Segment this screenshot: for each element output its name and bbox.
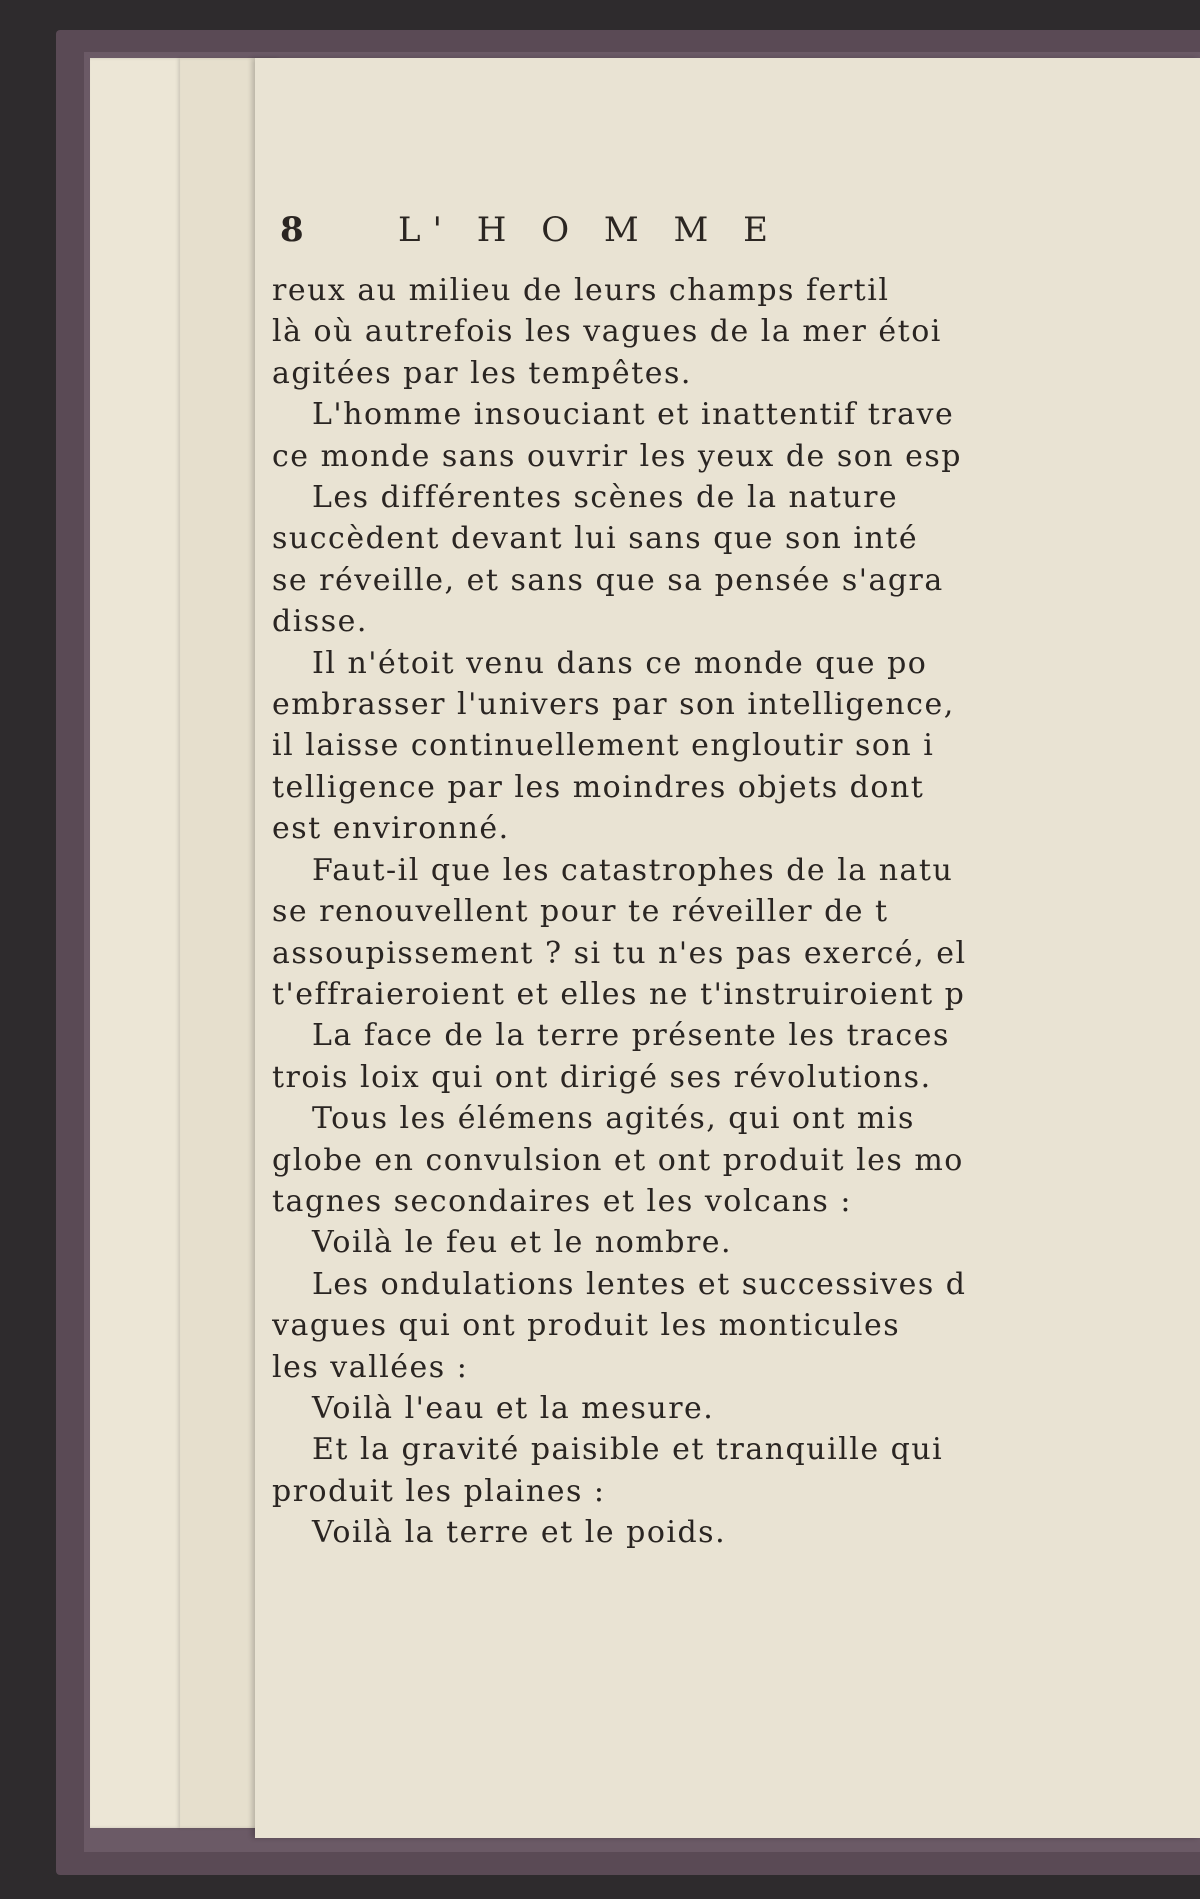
text-line: il laisse continuellement engloutir son i — [272, 728, 935, 764]
text-line: Il n'étoit venu dans ce monde que po — [312, 645, 928, 681]
text-line: vagues qui ont produit les monticules — [272, 1308, 901, 1344]
text-line: est environné. — [272, 811, 510, 847]
text-line: se réveille, et sans que sa pensée s'agra — [272, 562, 944, 598]
text-line: assoupissement ? si tu n'es pas exercé, el — [272, 935, 967, 971]
body-text — [272, 270, 1200, 1554]
text-line: trois loix qui ont dirigé ses révolutions. — [272, 1059, 932, 1095]
text-line: les vallées : — [272, 1349, 469, 1385]
text-line: produit les plaines : — [272, 1473, 606, 1509]
text-line: Tous les élémens agités, qui ont mis — [312, 1101, 915, 1137]
text-line: disse. — [272, 604, 368, 640]
text-line: Voilà l'eau et la mesure. — [312, 1390, 715, 1426]
text-line: Voilà le feu et le nombre. — [312, 1225, 733, 1261]
text-line: se renouvellent pour te réveiller de t — [272, 894, 889, 930]
text-line: L'homme insouciant et inattentif trave — [312, 397, 955, 433]
text-line: globe en convulsion et ont produit les mo — [272, 1142, 964, 1178]
text-line: succèdent devant lui sans que son inté — [272, 521, 919, 557]
page-number: 8 — [280, 210, 304, 250]
text-line: telligence par les moindres objets dont — [272, 769, 925, 805]
text-line: reux au milieu de leurs champs fertil — [272, 273, 890, 308]
text-line: Les différentes scènes de la nature — [312, 480, 899, 516]
text-line: tagnes secondaires et les volcans : — [272, 1183, 852, 1219]
text-line: Et la gravité paisible et tranquille qui — [312, 1432, 944, 1468]
text-line: agitées par les tempêtes. — [272, 355, 692, 391]
running-head — [0, 210, 945, 260]
text-line: Les ondulations lentes et successives d — [312, 1266, 967, 1302]
text-line: embrasser l'univers par son intelligence, — [272, 687, 955, 723]
text-line: t'effraieroient et elles ne t'instruiroient p — [272, 976, 966, 1012]
text-line: là où autrefois les vagues de la mer étoi — [272, 314, 942, 350]
running-title: L' H O M M E — [398, 210, 780, 250]
text-line: Voilà la terre et le poids. — [312, 1515, 727, 1551]
text-line: ce monde sans ouvrir les yeux de son esp — [272, 438, 963, 474]
text-line: Faut-il que les catastrophes de la natu — [312, 852, 954, 888]
text-line: La face de la terre présente les traces — [312, 1018, 950, 1054]
